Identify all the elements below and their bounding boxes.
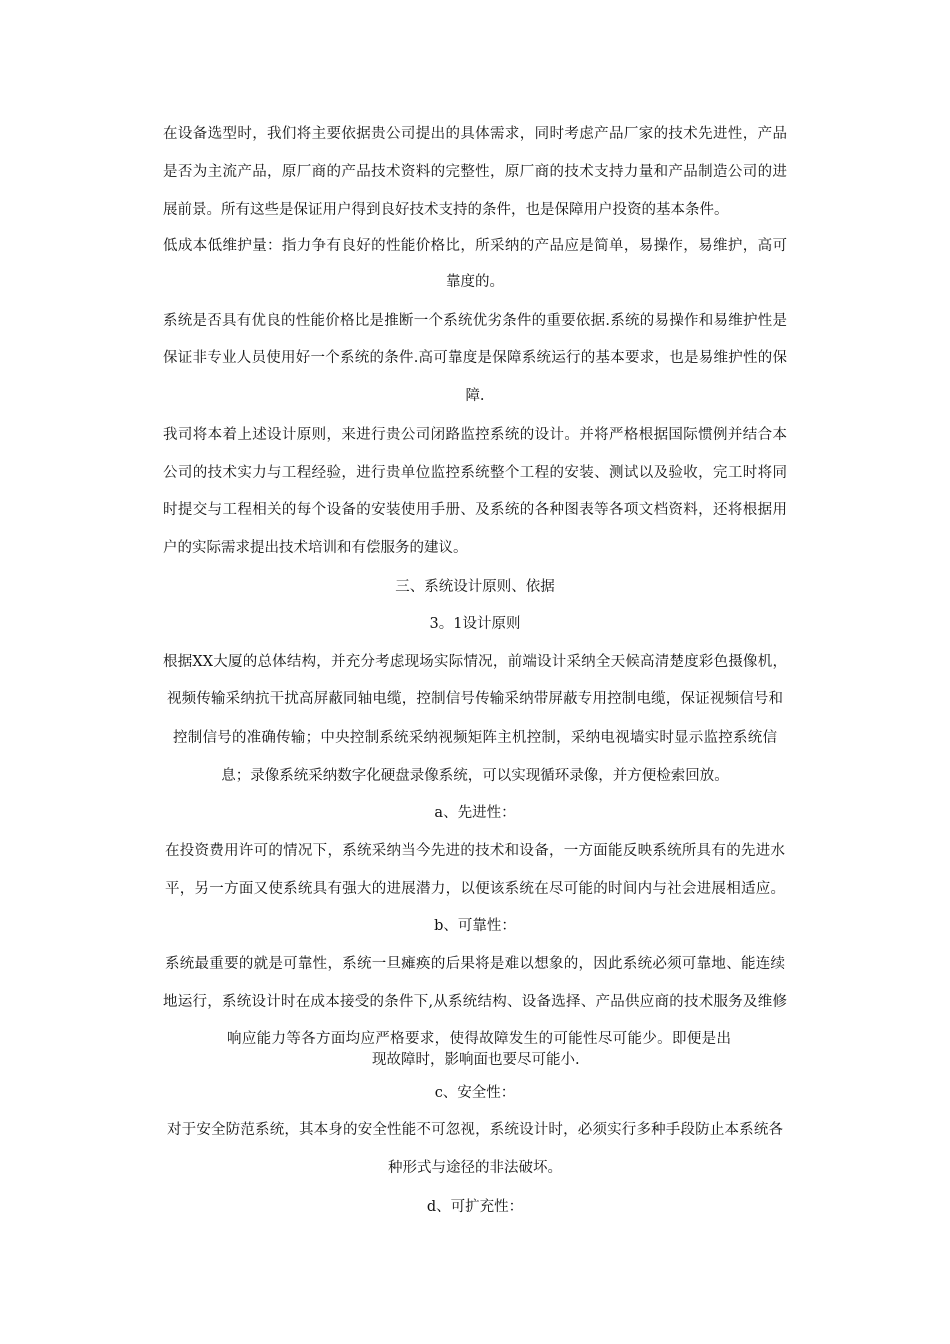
paragraph-line: 在设备选型时，我们将主要依据贵公司提出的具体需求，同时考虑产品厂家的技术先进性，产品 xyxy=(163,126,787,142)
paragraph-line: 响应能力等各方面均应严格要求，使得故障发生的可能性尽可能少。即便是出 xyxy=(227,1031,731,1047)
item-heading-b: b、可靠性： xyxy=(434,918,516,934)
paragraph-line: 展前景。所有这些是保证用户得到良好技术支持的条件，也是保障用户投资的基本条件。 xyxy=(163,202,729,218)
paragraph-line: 控制信号的准确传输；中央控制系统采纳视频矩阵主机控制，采纳电视墙实时显示监控系统信 xyxy=(173,730,777,746)
paragraph-line: 障. xyxy=(465,388,485,404)
paragraph-line: 保证非专业人员使用好一个系统的条件.高可靠度是保障系统运行的基本要求，也是易维护性的保 xyxy=(163,350,787,366)
paragraph-line: 在投资费用许可的情况下，系统采纳当今先进的技术和设备，一方面能反映系统所具有的先进水 xyxy=(165,843,785,859)
item-heading-a: a、先进性： xyxy=(434,805,516,821)
item-heading-c: c、安全性： xyxy=(434,1085,516,1101)
paragraph-line: 系统最重要的就是可靠性，系统一旦瘫痪的后果将是难以想象的，因此系统必须可靠地、能连续 xyxy=(165,956,785,972)
paragraph-line: 我司将本着上述设计原则，来进行贵公司闭路监控系统的设计。并将严格根据国际惯例并结合本 xyxy=(163,427,787,443)
paragraph-line: 对于安全防范系统，其本身的安全性能不可忽视，系统设计时，必须实行多种手段防止本系统各 xyxy=(167,1122,783,1138)
paragraph-line: 息；录像系统采纳数字化硬盘录像系统，可以实现循环录像，并方便检索回放。 xyxy=(221,768,729,784)
paragraph-line: 系统是否具有优良的性能价格比是推断一个系统优劣条件的重要依据.系统的易操作和易维护性是 xyxy=(163,313,787,329)
paragraph-line: 户的实际需求提出技术培训和有偿服务的建议。 xyxy=(163,540,468,556)
item-heading-d: d、可扩充性： xyxy=(426,1199,524,1215)
paragraph-line: 时提交与工程相关的每个设备的安装使用手册、及系统的各种图表等各项文档资料，还将根据用 xyxy=(163,502,787,518)
paragraph-line: 现故障时，影响面也要尽可能小. xyxy=(372,1052,580,1068)
paragraph-line: 地运行，系统设计时在成本接受的条件下,从系统结构、设备选择、产品供应商的技术服务及维修 xyxy=(163,994,787,1010)
paragraph-line: 靠度的。 xyxy=(446,274,504,290)
paragraph-line: 根据XX大厦的总体结构，并充分考虑现场实际情况，前端设计采纳全天候高清楚度彩色摄像机， xyxy=(163,654,787,670)
section-heading: 三、系统设计原则、依据 xyxy=(395,579,555,595)
paragraph-line: 低成本低维护量：指力争有良好的性能价格比，所采纳的产品应是简单，易操作，易维护，高可 xyxy=(163,238,787,254)
paragraph-line: 平，另一方面又使系统具有强大的进展潜力，以便该系统在尽可能的时间内与社会进展相适应。 xyxy=(165,881,785,897)
paragraph-line: 视频传输采纳抗干扰高屏蔽同轴电缆，控制信号传输采纳带屏蔽专用控制电缆，保证视频信号和 xyxy=(167,691,783,707)
paragraph-line: 种形式与途径的非法破坏。 xyxy=(388,1160,562,1176)
paragraph-line: 公司的技术实力与工程经验，进行贵单位监控系统整个工程的安装、测试以及验收，完工时将同 xyxy=(163,465,787,481)
paragraph-line: 是否为主流产品，原厂商的产品技术资料的完整性，原厂商的技术支持力量和产品制造公司的进 xyxy=(163,164,787,180)
subsection-heading: 3。1设计原则 xyxy=(429,616,521,632)
